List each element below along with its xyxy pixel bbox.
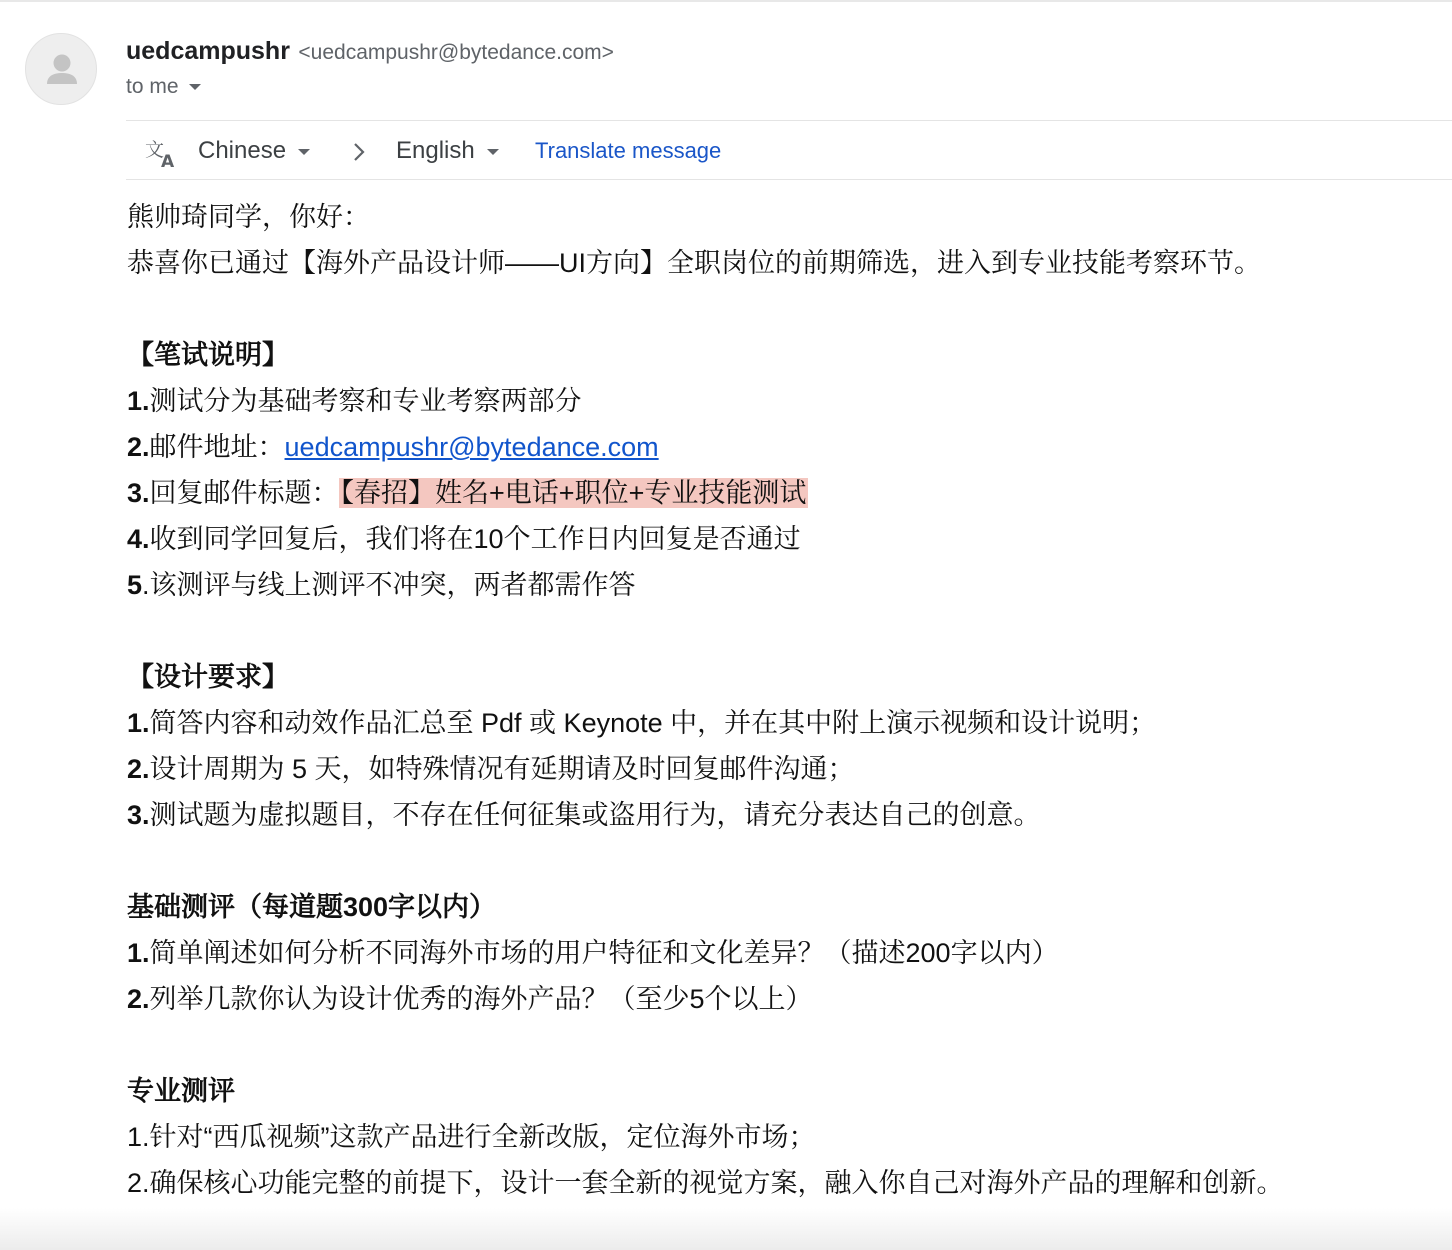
svg-text:A: A	[161, 152, 175, 169]
professional-assessment-item: 2.确保核心功能完整的前提下，设计一套全新的视觉方案，融入你自己对海外产品的理解和创新。	[127, 1168, 1284, 1198]
written-test-item	[127, 562, 1437, 608]
item-label: 回复邮件标题：	[149, 478, 339, 508]
item-number: 1.	[127, 938, 150, 968]
item-text: .该测评与线上测评不冲突，两者都需作答	[142, 570, 636, 600]
basic-assessment-item	[127, 976, 1437, 1022]
item-label: 邮件地址：	[149, 432, 285, 462]
greeting: 熊帅琦同学，你好：	[127, 202, 370, 232]
recipient-details-toggle[interactable]	[126, 72, 201, 102]
chevron-right-icon	[352, 141, 366, 163]
bottom-shadow	[0, 1208, 1452, 1250]
chevron-down-icon	[189, 84, 201, 90]
item-number: 3.	[127, 478, 150, 508]
sender-name[interactable]: uedcampushr	[126, 37, 290, 65]
source-language-dropdown[interactable]	[198, 133, 310, 169]
subject-format-highlight: 【春招】姓名+电话+职位+专业技能测试	[340, 478, 807, 508]
blank-line	[127, 608, 1437, 654]
svg-text:文: 文	[145, 139, 165, 161]
target-language-dropdown[interactable]	[396, 133, 499, 169]
item-text: 列举几款你认为设计优秀的海外产品？（至少5个以上）	[149, 984, 813, 1014]
item-text: 简答内容和动效作品汇总至 Pdf 或 Keynote 中，并在其中附上演示视频和设计说明；	[149, 708, 1157, 738]
design-requirements-heading: 【设计要求】	[127, 662, 289, 692]
design-requirement-item	[127, 746, 1437, 792]
written-test-heading: 【笔试说明】	[127, 340, 289, 370]
email-body	[127, 194, 1437, 1206]
professional-assessment-heading: 专业测评	[127, 1076, 235, 1106]
blank-line	[127, 838, 1437, 884]
item-number: 1.	[127, 386, 150, 416]
recipient-label: to me	[126, 75, 179, 98]
item-text: 简单阐述如何分析不同海外市场的用户特征和文化差异？（描述200字以内）	[149, 938, 1059, 968]
target-language-label: English	[396, 137, 475, 164]
intro-text: 恭喜你已通过【海外产品设计师——UI方向】全职岗位的前期筛选，进入到专业技能考察环节。	[127, 248, 1261, 278]
item-text: 测试题为虚拟题目，不存在任何征集或盗用行为，请充分表达自己的创意。	[149, 800, 1041, 830]
item-number: 2.	[127, 432, 150, 462]
written-test-item	[127, 378, 1437, 424]
chevron-down-icon	[487, 149, 499, 155]
written-test-item	[127, 516, 1437, 562]
item-text: 测试分为基础考察和专业考察两部分	[149, 386, 582, 416]
item-number: 2.	[127, 984, 150, 1014]
item-text: 设计周期为 5 天，如特殊情况有延期请及时回复邮件沟通；	[149, 754, 855, 784]
blank-line	[127, 1022, 1437, 1068]
chevron-down-icon	[298, 149, 310, 155]
item-number: 2.	[127, 754, 150, 784]
blank-line	[127, 286, 1437, 332]
person-avatar-icon	[26, 34, 97, 105]
written-test-item	[127, 470, 1437, 516]
item-number: 5	[127, 570, 143, 600]
sender-avatar[interactable]	[25, 33, 97, 105]
translate-icon	[144, 135, 180, 169]
item-number: 4.	[127, 524, 150, 554]
item-number: 3.	[127, 800, 150, 830]
item-text: 收到同学回复后，我们将在10个工作日内回复是否通过	[149, 524, 801, 554]
source-language-label: Chinese	[198, 137, 287, 164]
basic-assessment-heading: 基础测评（每道题300字以内）	[127, 892, 497, 922]
sender-email: <uedcampushr@bytedance.com>	[298, 41, 614, 64]
basic-assessment-item	[127, 930, 1437, 976]
translate-message-link[interactable]: Translate message	[535, 138, 722, 163]
translate-bar	[126, 120, 1452, 180]
sender-line	[126, 34, 614, 68]
design-requirement-item	[127, 700, 1437, 746]
written-test-item	[127, 424, 1437, 470]
design-requirement-item	[127, 792, 1437, 838]
top-divider	[0, 0, 1452, 2]
professional-assessment-item: 1.针对“西瓜视频”这款产品进行全新改版，定位海外市场；	[127, 1122, 816, 1152]
item-number: 1.	[127, 708, 150, 738]
email-address-link[interactable]: uedcampushr@bytedance.com	[284, 432, 659, 462]
